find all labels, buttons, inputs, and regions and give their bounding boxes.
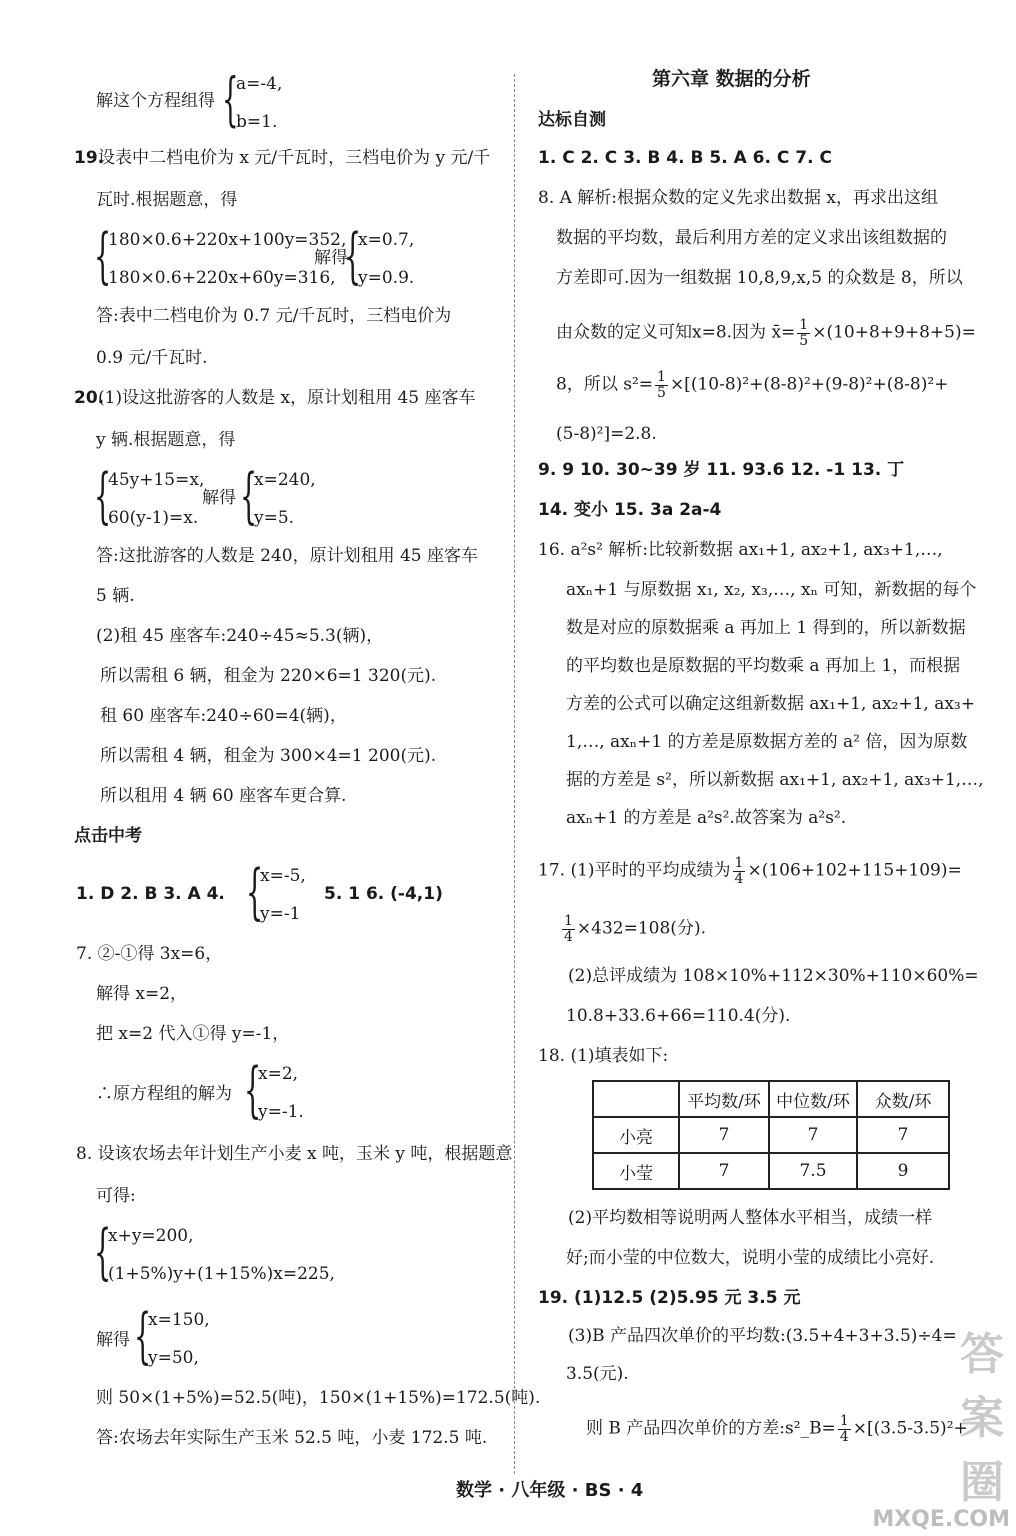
text-line: 解得 <box>202 488 236 508</box>
table-cell: 7.5 <box>769 1153 857 1189</box>
text-line: 答:这批游客的人数是 240，原计划租用 45 座客车 <box>96 546 479 566</box>
text-line: 答:农场去年实际生产玉米 52.5 吨，小麦 172.5 吨. <box>96 1428 488 1448</box>
text-line: (5-8)²]=2.8. <box>556 424 657 444</box>
watermark-logo: 答案圈 <box>960 1329 1006 1508</box>
watermark-url: MXQE.COM <box>872 1507 1010 1532</box>
text-line: 则 B 产品四次单价的方差:s²_B= $\frac{1}{4}$ ×[(3.5-3.5)²+ <box>586 1413 968 1445</box>
section-heading: 达标自测 <box>538 110 606 130</box>
table-header: 平均数/环 <box>679 1081 769 1117</box>
text-line: axₙ+1 与原数据 x₁, x₂, x₃,…, xₙ 可知，新数据的每个 <box>566 580 977 600</box>
page-footer: 数学 · 八年级 · BS · 4 <box>456 1480 644 1501</box>
text-line: 把 x=2 代入①得 y=-1， <box>96 1024 290 1044</box>
text-line: 则 50×(1+5%)=52.5(吨)，150×(1+15%)=172.5(吨). <box>96 1388 541 1408</box>
table-header-row <box>593 1081 949 1117</box>
fraction: $\frac{1}{4}$ <box>734 855 744 887</box>
chapter-title: 第六章 数据的分析 <box>652 68 811 90</box>
table-header: 众数/环 <box>857 1081 949 1117</box>
text-line: 解得 x=2， <box>96 984 188 1004</box>
table-cell: 小莹 <box>593 1153 679 1189</box>
answer-line: 9. 9 10. 30~39 岁 11. 93.6 12. -1 13. 丁 <box>538 460 905 480</box>
text-line: 17. (1)平时的平均成绩为 $\frac{1}{4}$ ×(106+102+115+109)= <box>538 855 962 887</box>
answer-line: 5. 1 6. (-4,1) <box>324 884 443 904</box>
fraction: $\frac{1}{5}$ <box>657 369 666 401</box>
text-line: 设表中二档电价为 x 元/千瓦时，三档电价为 y 元/千 <box>98 148 491 168</box>
table-cell: 7 <box>857 1117 949 1153</box>
text-line: (2)平均数相等说明两人整体水平相当，成绩一样 <box>568 1208 933 1228</box>
text-line: 所以需租 6 辆，租金为 220×6=1 320(元). <box>100 666 437 686</box>
answer-line: 1. C 2. C 3. B 4. B 5. A 6. C 7. C <box>538 148 832 168</box>
text-line: (1)设这批游客的人数是 x，原计划租用 45 座客车 <box>98 388 476 408</box>
question-number: 20. <box>74 388 105 408</box>
table-cell: 7 <box>679 1117 769 1153</box>
table-row <box>593 1153 949 1189</box>
table-cell: 小亮 <box>593 1117 679 1153</box>
text-line: 7. ②-①得 3x=6， <box>76 944 223 964</box>
table-row <box>593 1117 949 1153</box>
question-number: 19. <box>74 148 105 168</box>
text-line: 方差即可.因为一组数据 10,8,9,x,5 的众数是 8，所以 <box>556 268 963 288</box>
text-line: 方差的公式可以确定这组新数据 ax₁+1, ax₂+1, ax₃+ <box>566 694 975 714</box>
text-line: $\frac{1}{4}$ ×432=108(分). <box>564 913 706 945</box>
answer-line: 1. D 2. B 3. A 4. <box>76 884 225 904</box>
table-header: 中位数/环 <box>769 1081 857 1117</box>
text-line: 16. a²s² 解析:比较新数据 ax₁+1, ax₂+1, ax₃+1,…, <box>538 540 943 560</box>
text-line: 8. 设该农场去年计划生产小麦 x 吨，玉米 y 吨，根据题意 <box>76 1144 513 1164</box>
text-line: 解这个方程组得 <box>96 91 215 111</box>
section-heading: 点击中考 <box>74 826 142 846</box>
text-line: axₙ+1 的方差是 a²s².故答案为 a²s². <box>566 808 847 828</box>
fraction: $\frac{1}{4}$ <box>839 1413 849 1445</box>
text-line: 数是对应的原数据乘 a 再加上 1 得到的，所以新数据 <box>566 618 966 638</box>
fraction: $\frac{1}{5}$ <box>799 317 809 349</box>
text-line: 8. A 解析:根据众数的定义先求出数据 x，再求出这组 <box>538 188 939 208</box>
text-line: 所以租用 4 辆 60 座客车更合算. <box>100 786 347 806</box>
text-line: (3)B 产品四次单价的平均数:(3.5+4+3+3.5)÷4= <box>568 1326 957 1346</box>
text-line: 5 辆. <box>96 586 135 606</box>
text-line: 据的方差是 s²，所以新数据 ax₁+1, ax₂+1, ax₃+1,…, <box>566 770 984 790</box>
text-line: 瓦时.根据题意，得 <box>96 190 238 210</box>
text-line: (2)总评成绩为 108×10%+112×30%+110×60%= <box>568 966 979 986</box>
table-header <box>593 1081 679 1117</box>
column-divider <box>514 74 515 1474</box>
text-line: 0.9 元/千瓦时. <box>96 348 208 368</box>
table-cell: 9 <box>857 1153 949 1189</box>
text-line: 答:表中二档电价为 0.7 元/千瓦时，三档电价为 <box>96 306 452 326</box>
text-line: ∴原方程组的解为 <box>96 1084 232 1104</box>
text-line: 由众数的定义可知x=8.因为 x̄= $\frac{1}{5}$ ×(10+8+9+8+5)= <box>556 317 976 349</box>
answer-line: 19. (1)12.5 (2)5.95 元 3.5 元 <box>538 1288 801 1308</box>
table-cell: 7 <box>679 1153 769 1189</box>
table-cell: 7 <box>769 1117 857 1153</box>
text-line: y 辆.根据题意，得 <box>96 430 236 450</box>
text-line: 租 60 座客车:240÷60=4(辆)， <box>100 706 347 726</box>
answer-line: 14. 变小 15. 3a 2a-4 <box>538 500 722 520</box>
text-line: 1,…, axₙ+1 的方差是原数据方差的 a² 倍，因为原数 <box>566 732 968 752</box>
text-line: 解得 <box>96 1330 130 1350</box>
text-line: 所以需租 4 辆，租金为 300×4=1 200(元). <box>100 746 437 766</box>
data-table <box>592 1080 950 1190</box>
text-line: 10.8+33.6+66=110.4(分). <box>566 1006 791 1026</box>
text-line: 18. (1)填表如下: <box>538 1046 669 1066</box>
text-line: 的平均数也是原数据的平均数乘 a 再加上 1，而根据 <box>566 656 961 676</box>
text-line: 好;而小莹的中位数大，说明小莹的成绩比小亮好. <box>566 1248 935 1268</box>
text-line: 8，所以 s²= $\frac{1}{5}$ ×[(10-8)²+(8-8)²+(9-8)²+(8-8)²+ <box>556 369 949 401</box>
fraction: $\frac{1}{4}$ <box>564 913 573 945</box>
text-line: 数据的平均数，最后利用方差的定义求出该组数据的 <box>556 228 947 248</box>
text-line: 3.5(元). <box>566 1364 629 1384</box>
text-line: (2)租 45 座客车:240÷45≈5.3(辆)， <box>96 626 384 646</box>
text-line: 可得: <box>96 1186 136 1206</box>
text-line: 解得 <box>314 248 348 268</box>
